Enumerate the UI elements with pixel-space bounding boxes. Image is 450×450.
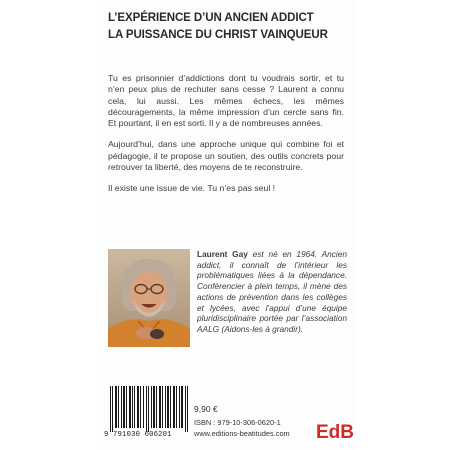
author-name: Laurent Gay (197, 249, 248, 259)
blurb (108, 73, 344, 195)
publisher-logo-text: EdB (316, 422, 354, 443)
author-bio (197, 249, 347, 335)
publisher-website: www.editions-beatitudes.com (194, 429, 290, 438)
blurb-paragraph-3: Il existe une issue de vie. Tu n’es pas seul ! (108, 183, 276, 194)
blurb-paragraph-1: Tu es prisonnier d’addictions dont tu voudrais sortir, et tu n’en peux plus de rechuter sans cesse ? Laurent a connu cela, lui aussi. Les mêmes échecs, les mêmes découragements, la même impression d’un cercle sans fin. Et pourtant, il en est sorti. Il y a de nombreuses années. (108, 73, 344, 129)
cover-panel (96, 0, 356, 450)
title-line-2: LA PUISSANCE DU CHRIST VAINQUEUR (108, 27, 328, 41)
author-photo (108, 249, 190, 347)
blurb-paragraph-2: Aujourd’hui, dans une approche unique qui combine foi et pédagogie, il te propose un soutien, des outils concrets pour retrouver ta liberté, des moyens de te reconstruire. (108, 139, 344, 173)
price: 9,90 € (194, 404, 218, 414)
book-title (108, 9, 331, 43)
isbn: ISBN : 979-10-306-0620-1 (194, 418, 281, 427)
title-line-1: L’EXPÉRIENCE D’UN ANCIEN ADDICT (108, 10, 314, 24)
barcode-icon (108, 386, 190, 434)
publisher-logo (316, 420, 354, 443)
barcode-number: 9 791030 606201 (104, 431, 172, 439)
author-portrait-icon (108, 249, 190, 347)
author-bio-text: est né en 1964. Ancien addict, il connaît de l’intérieur les problématiques liées à la dépendance. Conférencier à plein temps, il mène des actions de prévention dans les collèges et lycées, avec l’appui d’une équipe pluridisciplinaire portée par l’association AALG (Aidons-les à grandir). (197, 249, 348, 334)
